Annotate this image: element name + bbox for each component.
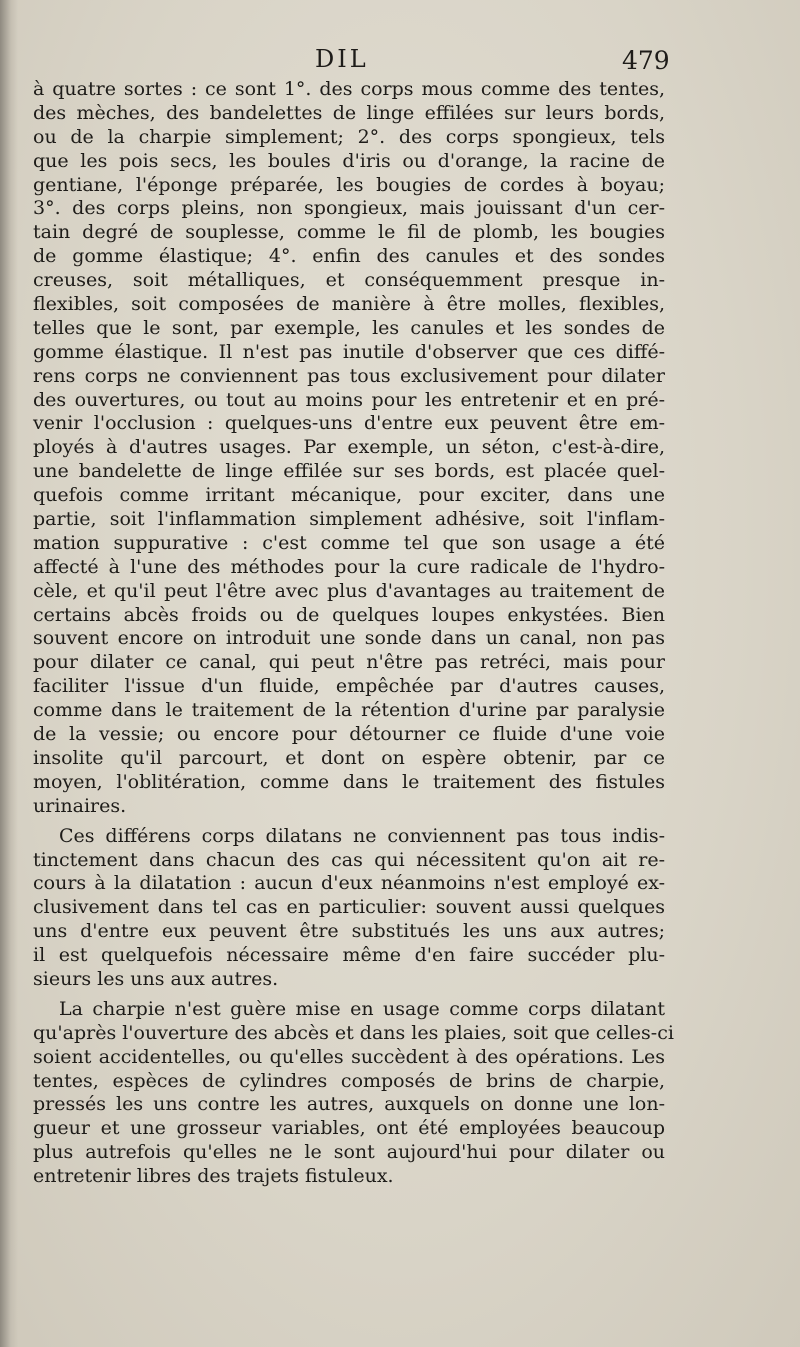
text-line: 3°. des corps pleins, non spongieux, mais jouissant d'un cer- <box>33 197 665 220</box>
text-line: partie, soit l'inflammation simplement adhésive, soit l'inflam- <box>33 508 665 531</box>
text-line: moyen, l'oblitération, comme dans le traitement des fistules <box>33 770 665 793</box>
running-head: DIL <box>315 45 369 73</box>
text-line: de gomme élastique; 4°. enfin des canules et des sondes <box>33 245 665 268</box>
text-line: urinaires. <box>33 794 127 817</box>
text-line: affecté à l'une des méthodes pour la cure radicale de l'hydro- <box>33 555 665 578</box>
text-line: plus autrefois qu'elles ne le sont aujourd'hui pour dilater ou <box>33 1141 665 1164</box>
paragraph <box>33 825 665 992</box>
text-line: pressés les uns contre les autres, auxquels on donne une lon- <box>33 1093 665 1116</box>
page-number: 479 <box>622 46 670 75</box>
body-text <box>33 78 674 1189</box>
text-line: creuses, soit métalliques, et conséquemment presque in- <box>33 269 665 292</box>
text-line: des mèches, des bandelettes de linge effilées sur leurs bords, <box>33 101 665 124</box>
text-line: à quatre sortes : ce sont 1°. des corps mous comme des tentes, <box>33 78 665 100</box>
text-line: rens corps ne conviennent pas tous exclusivement pour dilater <box>33 364 665 387</box>
text-line: quefois comme irritant mécanique, pour exciter, dans une <box>33 484 665 507</box>
text-line: pour dilater ce canal, qui peut n'être pas retréci, mais pour <box>33 651 665 674</box>
text-line: qu'après l'ouverture des abcès et dans les plaies, soit que celles-ci <box>33 1021 674 1044</box>
text-line: il est quelquefois nécessaire même d'en faire succéder plu- <box>33 944 665 967</box>
text-line: clusivement dans tel cas en particulier: souvent aussi quelques <box>33 896 665 919</box>
paragraph <box>33 997 674 1189</box>
text-line: telles que le sont, par exemple, les canules et les sondes de <box>33 316 665 339</box>
text-line: de la vessie; ou encore pour détourner ce fluide d'une voie <box>33 723 665 746</box>
spine-shadow <box>0 0 18 1347</box>
text-line: insolite qu'il parcourt, et dont on espère obtenir, par ce <box>33 746 665 769</box>
text-line: une bandelette de linge effilée sur ses bords, est placée quel- <box>33 460 665 483</box>
text-line: gueur et une grosseur variables, ont été employées beaucoup <box>33 1117 665 1140</box>
text-line: cèle, et qu'il peut l'être avec plus d'avantages au traitement de <box>33 579 665 602</box>
text-line: soient accidentelles, ou qu'elles succèdent à des opérations. Les <box>33 1045 665 1068</box>
text-line: faciliter l'issue d'un fluide, empêchée par d'autres causes, <box>33 675 665 698</box>
text-line: entretenir libres des trajets fistuleux. <box>33 1165 394 1188</box>
text-line: cours à la dilatation : aucun d'eux néanmoins n'est employé ex- <box>33 872 665 895</box>
text-line: souvent encore on introduit une sonde dans un canal, non pas <box>33 627 665 650</box>
text-line: que les pois secs, les boules d'iris ou d'orange, la racine de <box>33 149 665 172</box>
text-line: venir l'occlusion : quelques-uns d'entre eux peuvent être em- <box>33 412 665 435</box>
text-line: tentes, espèces de cylindres composés de brins de charpie, <box>33 1069 665 1092</box>
text-line: comme dans le traitement de la rétention d'urine par paralysie <box>33 699 665 722</box>
text-line: tain degré de souplesse, comme le fil de plomb, les bougies <box>33 221 665 244</box>
text-line: La charpie n'est guère mise en usage comme corps dilatant <box>59 997 665 1020</box>
text-line: ployés à d'autres usages. Par exemple, un séton, c'est-à-dire, <box>33 436 665 459</box>
text-line: mation suppurative : c'est comme tel que son usage a été <box>33 531 665 554</box>
paragraph <box>33 78 665 819</box>
text-line: des ouvertures, ou tout au moins pour les entretenir et en pré- <box>33 388 665 411</box>
text-line: flexibles, soit composées de manière à être molles, flexibles, <box>33 293 665 316</box>
text-line: ou de la charpie simplement; 2°. des corps spongieux, tels <box>33 125 665 148</box>
text-line: tinctement dans chacun des cas qui nécessitent qu'on ait re- <box>33 848 665 871</box>
text-line: gomme élastique. Il n'est pas inutile d'observer que ces diffé- <box>33 340 665 363</box>
text-line: gentiane, l'éponge préparée, les bougies de cordes à boyau; <box>33 173 665 196</box>
text-line: Ces différens corps dilatans ne conviennent pas tous indis- <box>59 824 665 847</box>
text-line: uns d'entre eux peuvent être substitués les uns aux autres; <box>33 920 665 943</box>
text-line: sieurs les uns aux autres. <box>33 967 279 990</box>
text-line: certains abcès froids ou de quelques loupes enkystées. Bien <box>33 603 665 626</box>
